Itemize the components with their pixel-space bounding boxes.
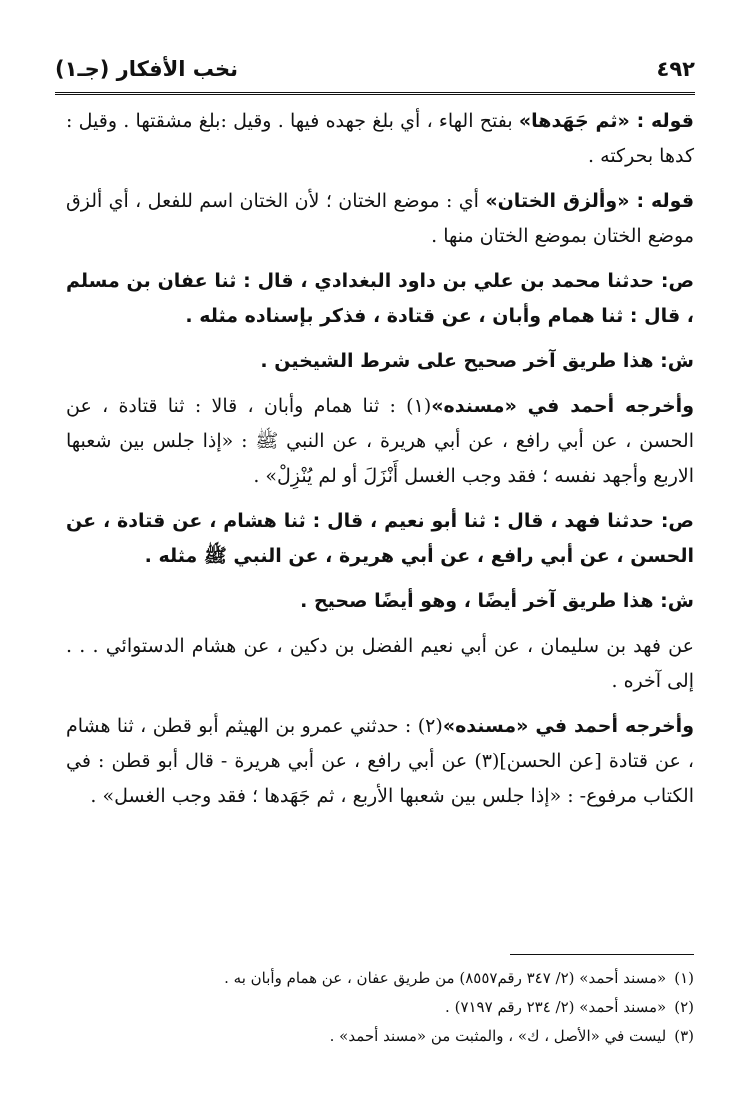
paragraph [66, 264, 694, 334]
paragraph-text: عن فهد بن سليمان ، عن أبي نعيم الفضل بن دكين ، عن هشام الدستوائي . . . إلى آخره . [66, 635, 694, 692]
footnote-number: (٣) [674, 1027, 694, 1045]
paragraph-lead: ص: حدثنا محمد بن علي بن داود البغدادي ، قال : ثنا عفان بن مسلم ، قال : ثنا همام وأبان ، عن قتادة ، فذكر بإسناده مثله . [66, 270, 694, 327]
footnote-rule [510, 954, 694, 955]
footnote-text: ليست في «الأصل ، ك» ، والمثبت من «مسند أحمد» . [329, 1027, 667, 1045]
paragraph-text: بفتح الهاء ، أي بلغ جهده فيها . وقيل :بلغ مشقتها . وقيل : كدها بحركته . [66, 110, 694, 167]
paragraph-lead: ش: هذا طريق آخر صحيح على شرط الشيخين . [260, 350, 694, 372]
paragraph-lead: ش: هذا طريق آخر أيضًا ، وهو أيضًا صحيح . [300, 590, 694, 612]
paragraph-text: أي : موضع الختان ؛ لأن الختان اسم للفعل ، أي ألزق موضع الختان بموضع الختان منها . [66, 190, 694, 247]
footnote [66, 964, 694, 993]
footnote [66, 993, 694, 1022]
paragraph [66, 184, 694, 254]
paragraph [66, 504, 694, 574]
paragraph [66, 389, 694, 494]
paragraph [66, 709, 694, 814]
footnote-number: (١) [674, 969, 694, 987]
paragraph [66, 104, 694, 174]
paragraph-text: (١) : ثنا همام وأبان ، قالا : ثنا قتادة ، عن الحسن ، عن أبي رافع ، عن أبي هريرة ، عن النبي ﷺ : «إذا جلس بين شعبها الاربع وأجهد نفسه ؛ فقد وجب الغسل أَنْزَلَ أو لم يُنْزِلْ» . [66, 395, 694, 487]
paragraph-lead: وأخرجه أحمد في «مسنده» [442, 715, 695, 737]
header-rule [55, 92, 695, 95]
book-title: نخب الأفكار (جـ١) [55, 57, 238, 81]
paragraph [66, 584, 694, 619]
page-header [55, 52, 695, 86]
paragraph-lead: قوله : «ثم جَهَدها» [518, 110, 694, 132]
footnote-number: (٢) [674, 998, 694, 1016]
footnote [66, 1022, 694, 1051]
main-text [66, 104, 694, 824]
footnote-text: «مسند أحمد» (٢/ ٢٣٤ رقم ٧١٩٧) . [445, 998, 667, 1016]
footnotes [66, 964, 694, 1051]
paragraph [66, 344, 694, 379]
footnote-text: «مسند أحمد» (٢/ ٣٤٧ رقم٨٥٥٧) من طريق عفان ، عن همام وأبان به . [224, 969, 667, 987]
paragraph [66, 629, 694, 699]
paragraph-text: (٢) : حدثني عمرو بن الهيثم أبو قطن ، ثنا هشام ، عن قتادة [عن الحسن](٣) عن أبي رافع ، عن أبي هريرة - قال أبو قطن : في الكتاب مرفوع- : «إذا جلس بين شعبها الأربع ، ثم جَهَدها ؛ فقد وجب الغسل» . [66, 715, 694, 807]
paragraph-lead: ص: حدثنا فهد ، قال : ثنا أبو نعيم ، قال : ثنا هشام ، عن قتادة ، عن الحسن ، عن أبي رافع ، عن أبي هريرة ، عن النبي ﷺ مثله . [66, 510, 694, 567]
paragraph-lead: قوله : «وألزق الختان» [485, 190, 695, 212]
page-number: ٤٩٢ [656, 57, 695, 81]
paragraph-lead: وأخرجه أحمد في «مسنده» [431, 395, 695, 417]
